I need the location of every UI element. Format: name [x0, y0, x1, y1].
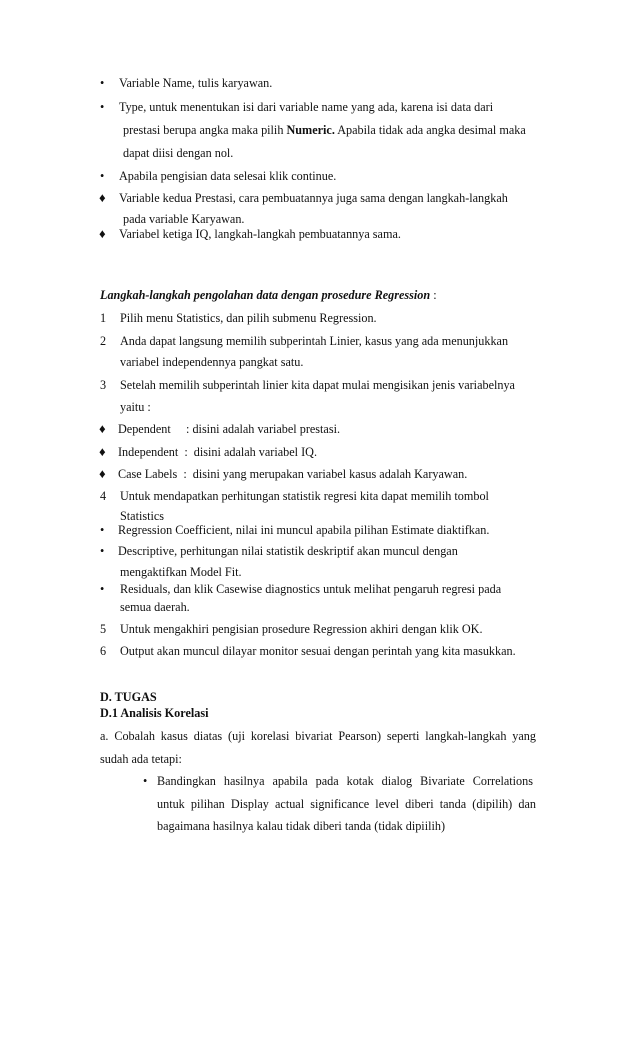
var-independent: Independent : disini adalah variabel IQ.	[118, 445, 317, 459]
step-number: 5	[100, 622, 107, 636]
diamond-prestasi-line1: Variable kedua Prestasi, cara pembuatannya juga sama dengan langkah-langkah	[119, 191, 508, 205]
step-2-line2: variabel independennya pangkat satu.	[120, 355, 304, 369]
diamond-bullet-icon: ♦	[99, 444, 106, 459]
bullet-continue: Apabila pengisian data selesai klik continue.	[119, 169, 337, 183]
bullet-type-line2: prestasi berupa angka maka pilih Numeric. Apabila tidak ada angka desimal maka	[123, 123, 526, 137]
step-3-line1: Setelah memilih subperintah linier kita dapat mulai mengisikan jenis variabelnya	[120, 378, 515, 392]
bullet-marker: •	[100, 582, 105, 596]
var-dependent: Dependent : disini adalah variabel prestasi.	[118, 422, 341, 436]
var-case-labels: Case Labels : disini yang merupakan variabel kasus adalah Karyawan.	[118, 467, 468, 481]
step-2-line1: Anda dapat langsung memilih subperintah Linier, kasus yang ada menunjukkan	[120, 334, 509, 348]
tugas-title: D. TUGAS	[100, 690, 157, 704]
stats-regression-coefficient: Regression Coefficient, nilai ini muncul apabila pilihan Estimate diaktifkan.	[118, 523, 490, 537]
step-number: 1	[100, 311, 107, 325]
tugas-item-line3: bagaimana hasilnya kalau tidak diberi tanda (tidak dipiilih)	[157, 819, 446, 833]
bullet-marker: •	[100, 100, 105, 114]
tugas-subtitle: D.1 Analisis Korelasi	[100, 706, 209, 720]
regression-heading: Langkah-langkah pengolahan data dengan prosedure Regression :	[100, 288, 437, 302]
diamond-iq: Variabel ketiga IQ, langkah-langkah pembuatannya sama.	[119, 227, 401, 241]
step-1: Pilih menu Statistics, dan pilih submenu Regression.	[120, 311, 377, 325]
tugas-paragraph-line1: a. Cobalah kasus diatas (uji korelasi bivariat Pearson) seperti langkah-langkah yang	[100, 729, 536, 743]
diamond-bullet-icon: ♦	[99, 226, 106, 241]
diamond-bullet-icon: ♦	[99, 190, 106, 205]
diamond-bullet-icon: ♦	[99, 466, 106, 481]
bullet-marker: •	[100, 523, 105, 537]
tugas-item-line2: untuk pilihan Display actual significance level diberi tanda (dipilih) dan	[157, 797, 536, 811]
bullet-marker: •	[143, 774, 148, 788]
tugas-item-line1: Bandingkan hasilnya apabila pada kotak dialog Bivariate Correlations	[157, 774, 533, 788]
step-6: Output akan muncul dilayar monitor sesuai dengan perintah yang kita masukkan.	[120, 644, 516, 658]
bullet-marker: •	[100, 76, 105, 90]
stats-residuals-line1: Residuals, dan klik Casewise diagnostics untuk melihat pengaruh regresi pada	[120, 582, 502, 596]
diamond-bullet-icon: ♦	[99, 421, 106, 436]
step-3-line2: yaitu :	[120, 400, 151, 414]
step-4-line2: Statistics	[120, 509, 165, 523]
bullet-marker: •	[100, 544, 105, 558]
bullet-variable-name: Variable Name, tulis karyawan.	[119, 76, 273, 90]
stats-descriptive-line2: mengaktifkan Model Fit.	[120, 565, 242, 579]
step-5: Untuk mengakhiri pengisian prosedure Regression akhiri dengan klik OK.	[120, 622, 483, 636]
bullet-type-line1: Type, untuk menentukan isi dari variable name yang ada, karena isi data dari	[119, 100, 494, 114]
step-number: 4	[100, 489, 107, 503]
step-4-line1: Untuk mendapatkan perhitungan statistik regresi kita dapat memilih tombol	[120, 489, 489, 503]
step-number: 2	[100, 334, 107, 348]
tugas-paragraph-line2: sudah ada tetapi:	[100, 752, 182, 766]
bullet-marker: •	[100, 169, 105, 183]
diamond-prestasi-line2: pada variable Karyawan.	[123, 212, 245, 226]
stats-residuals-line2: semua daerah.	[120, 600, 190, 614]
bullet-type-line3: dapat diisi dengan nol.	[123, 146, 234, 160]
step-number: 3	[100, 378, 107, 392]
step-number: 6	[100, 644, 107, 658]
stats-descriptive-line1: Descriptive, perhitungan nilai statistik deskriptif akan muncul dengan	[118, 544, 458, 558]
